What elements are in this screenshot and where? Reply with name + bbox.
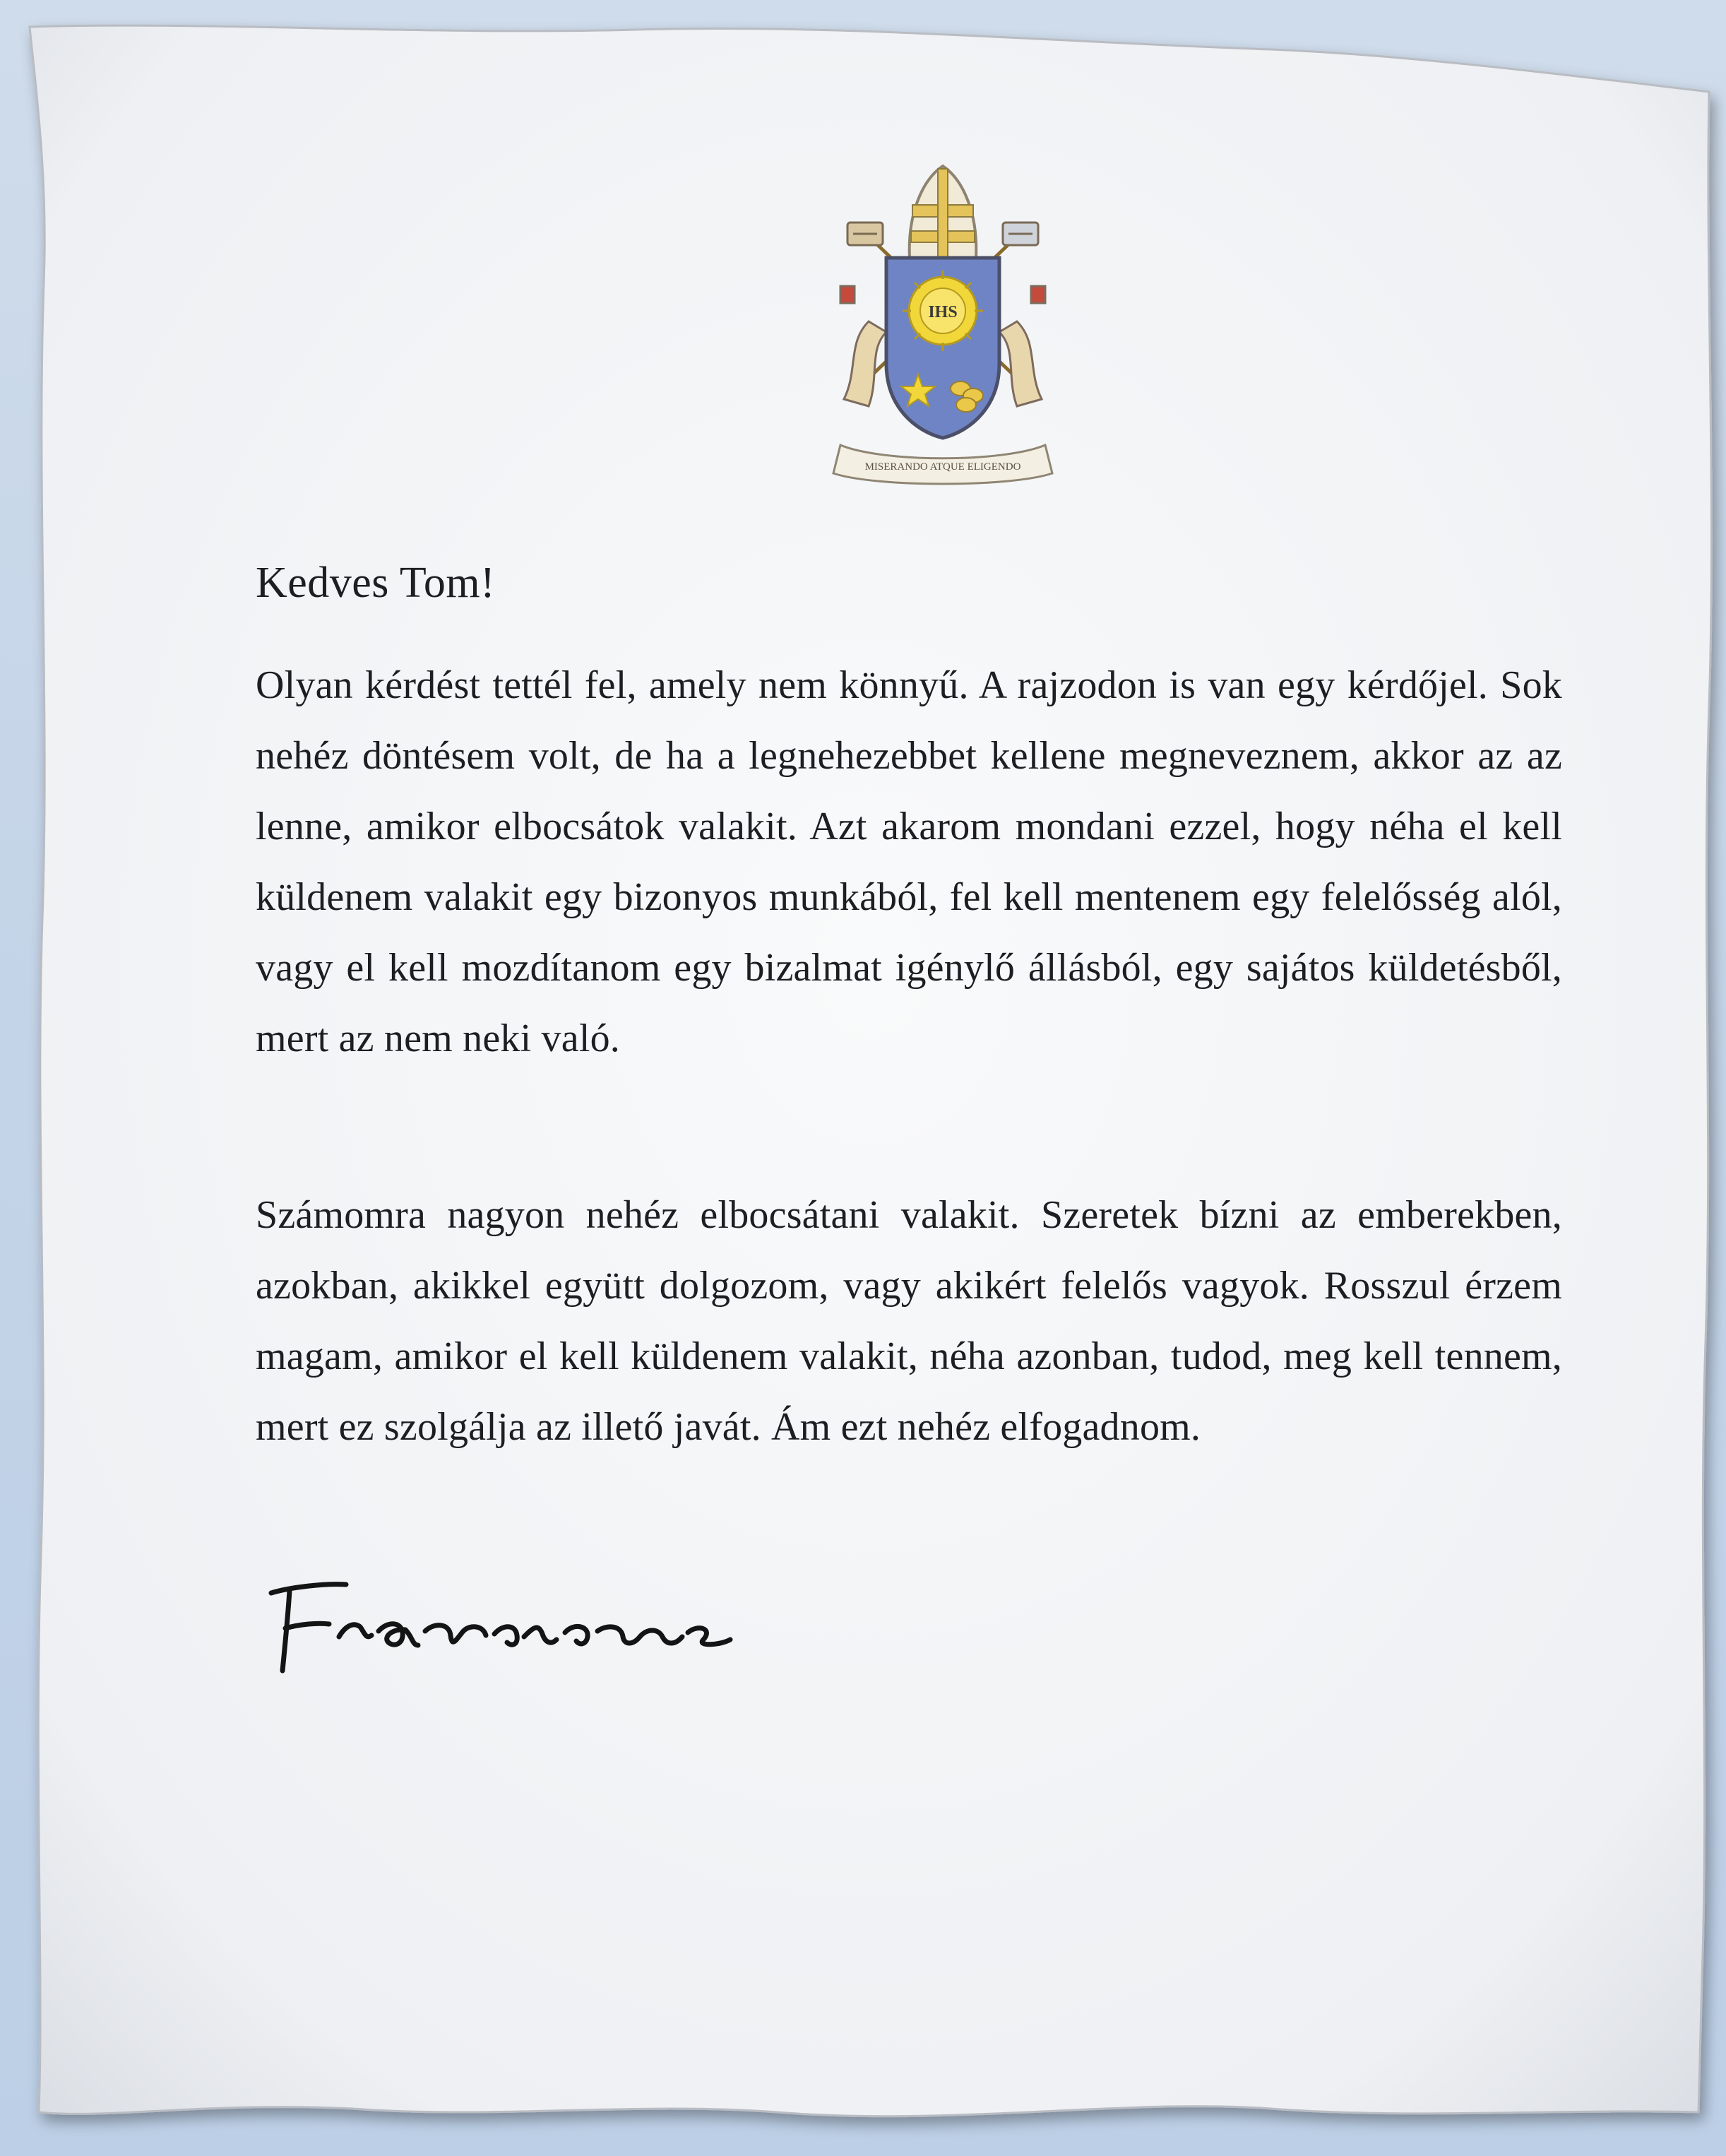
handwritten-signature <box>261 1572 742 1678</box>
salutation: Kedves Tom! <box>256 559 496 607</box>
letter-paragraph-1: Olyan kérdést tettél fel, amely nem könnyű. A rajzodon is van egy kérdőjel. Sok nehéz döntésem volt, de ha a legnehezebbet kellene megneveznem, akkor az az lenne, amikor elbocsátok valakit. Azt akarom mondani ezzel, hogy néha el kell küldenem valakit egy bizonyos munkából, fel kell mentenem egy felelősség alól, vagy el kell mozdítanom egy bizalmat igénylő állásból, egy sajátos küldetésből, mert az nem neki való. <box>256 663 1562 1060</box>
ihs-emblem-text: IHS <box>928 303 958 321</box>
letter-paragraph-2: Számomra nagyon nehéz elbocsátani valakit. Szeretek bízni az emberekben, azokban, akikkel együtt dolgozom, vagy akikért felelős vagyok. Rosszul érzem magam, amikor el kell küldenem valakit, néha azonban, tudod, meg kell tennem, mert ez szolgálja az illető javát. Ám ezt nehéz elfogadnom. <box>256 1193 1562 1449</box>
sun-emblem-icon <box>903 271 983 351</box>
motto-text: MISERANDO ATQUE ELIGENDO <box>864 461 1021 473</box>
papal-coat-of-arms <box>819 152 1066 498</box>
mitre-icon <box>910 166 977 258</box>
